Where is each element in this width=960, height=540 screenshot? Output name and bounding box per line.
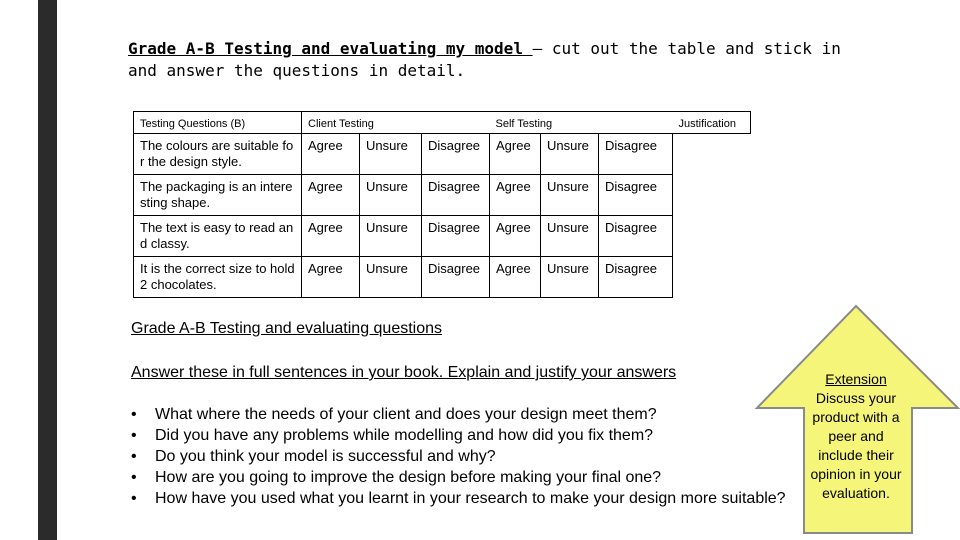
question-text: Did you have any problems while modelling and how did you fix them? [155,427,654,444]
page-instruction: – cut out the table and stick in and answer the questions in detail. [128,39,841,80]
header-justification: Justification [673,112,751,134]
client-agree: Agree [302,257,360,298]
client-disagree: Disagree [422,175,490,216]
client-disagree: Disagree [422,257,490,298]
client-agree: Agree [302,216,360,257]
question-text: How have you used what you learnt in your research to make your design more suitable? [155,490,786,507]
bullet: • [131,490,137,507]
client-unsure: Unsure [360,257,422,298]
question-text: Do you think your model is successful and why? [155,448,496,465]
questions-instruction: Answer these in full sentences in your book. Explain and justify your answers [131,364,677,381]
questions-title: Grade A-B Testing and evaluating questions [131,320,443,337]
self-unsure: Unsure [541,257,599,298]
client-unsure: Unsure [360,216,422,257]
question-text: What where the needs of your client and does your design meet them? [155,406,657,423]
client-agree: Agree [302,134,360,175]
self-unsure: Unsure [541,134,599,175]
client-agree: Agree [302,175,360,216]
extension-text: Discuss your product with a peer and include their opinion in your evaluation. [810,390,902,501]
bullet: • [131,469,137,486]
question-cell: The text is easy to read and classy. [134,216,302,257]
client-disagree: Disagree [422,216,490,257]
header-self-testing: Self Testing [490,112,673,134]
extension-heading: Extension [825,371,887,387]
self-unsure: Unsure [541,175,599,216]
self-agree: Agree [490,175,541,216]
bullet: • [131,448,137,465]
self-agree: Agree [490,216,541,257]
bullet: • [131,427,137,444]
header-testing-questions: Testing Questions (B) [134,112,302,134]
self-disagree: Disagree [599,175,673,216]
self-agree: Agree [490,257,541,298]
question-cell: The packaging is an interesting shape. [134,175,302,216]
self-disagree: Disagree [599,257,673,298]
client-unsure: Unsure [360,175,422,216]
question-cell: The colours are suitable for the design style. [134,134,302,175]
bullet: • [131,406,137,423]
page-title: Grade A-B Testing and evaluating my model [128,39,533,58]
self-unsure: Unsure [541,216,599,257]
question-cell: It is the correct size to hold 2 chocolates. [134,257,302,298]
self-disagree: Disagree [599,134,673,175]
client-unsure: Unsure [360,134,422,175]
header-client-testing: Client Testing [302,112,490,134]
self-agree: Agree [490,134,541,175]
question-text: How are you going to improve the design before making your final one? [155,469,662,486]
client-disagree: Disagree [422,134,490,175]
self-disagree: Disagree [599,216,673,257]
extension-box [806,370,906,503]
